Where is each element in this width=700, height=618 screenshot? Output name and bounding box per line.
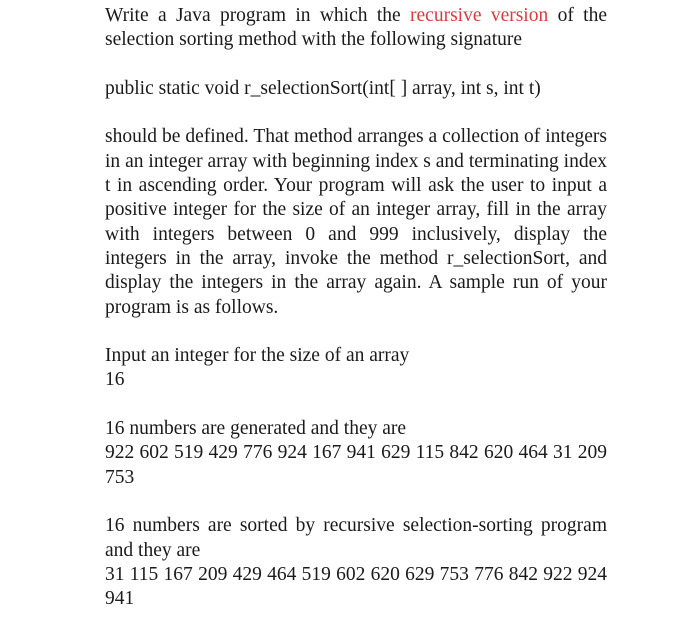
sorted-block	[105, 514, 607, 611]
sorted-numbers: 31 115 167 209 429 464 519 602 620 629 753 776 842 922 924 941	[105, 563, 607, 610]
spacer	[105, 490, 607, 514]
generated-label: 16 numbers are generated and they are	[105, 418, 407, 440]
intro-highlight: recursive version	[410, 5, 549, 26]
sample-prompt	[105, 344, 607, 393]
spacer	[105, 101, 607, 125]
spacer	[105, 393, 607, 417]
intro-suffix: of the selection sorting method with the following signature	[105, 5, 607, 51]
input-value: 16	[105, 369, 125, 391]
document-body	[105, 0, 607, 611]
generated-block	[105, 417, 607, 490]
intro-paragraph	[105, 4, 607, 53]
spacer	[105, 320, 607, 344]
description-paragraph: should be defined. That method arranges a collection of integers in an integer array with beginning index s and terminating index t in ascending order. Your program will ask the user to input a positive integer for the size of an integer array, fill in the array with integers between 0 and 999 inclusively, display the integers in the array, invoke the method r_selectionSort, and display the integers in the array again. A sample run of your program is as follows.	[105, 126, 607, 318]
spacer	[105, 53, 607, 77]
generated-numbers: 922 602 519 429 776 924 167 941 629 115 842 620 464 31 209 753	[105, 442, 607, 488]
prompt-text: Input an integer for the size of an array	[105, 345, 410, 367]
method-signature: public static void r_selectionSort(int[ ] array, int s, int t)	[105, 77, 541, 99]
intro-prefix: Write a Java program in which the	[105, 5, 411, 26]
sorted-label: 16 numbers are sorted by recursive selection-sorting program and they are	[105, 515, 607, 561]
